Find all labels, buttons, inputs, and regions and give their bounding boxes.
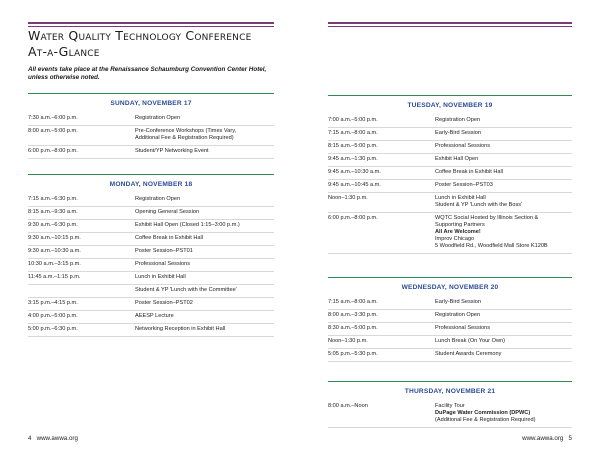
event-line: Registration Open	[135, 196, 181, 202]
row-event	[435, 323, 572, 335]
event-detail: Improv Chicago	[435, 236, 475, 242]
row-event	[135, 298, 274, 310]
schedule-rows	[28, 113, 274, 159]
event-highlight: DuPage Water Commission (DPWC)	[435, 410, 531, 416]
schedule-row	[28, 194, 274, 207]
schedule-row	[328, 167, 572, 180]
schedule-rows	[328, 401, 572, 428]
row-time: 7:00 a.m.–5:00 p.m.	[328, 117, 378, 123]
schedule-row	[328, 297, 572, 310]
page-title	[28, 28, 278, 60]
section-heading	[328, 381, 572, 397]
event-line: Exhibit Hall Open (Closed 1:15–3:00 p.m.)	[135, 222, 240, 228]
event-line: Lunch in Exhibit Hall	[435, 195, 486, 201]
schedule-row	[28, 259, 274, 272]
event-detail: (Additional Fee & Registration Required)	[435, 417, 536, 423]
schedule-row	[28, 220, 274, 233]
schedule-row	[28, 272, 274, 285]
event-line: Poster Session–PST02	[135, 300, 193, 306]
row-time: 9:30 a.m.–10:15 p.m.	[28, 235, 81, 241]
event-line: Professional Sessions	[435, 325, 491, 331]
row-event	[435, 115, 572, 127]
event-line: Registration Open	[435, 117, 481, 123]
row-time: 9:30 a.m.–10:30 a.m.	[28, 248, 81, 254]
title-line-1: Water Quality Technology Conference	[28, 28, 252, 43]
event-line: Registration Open	[135, 115, 181, 121]
row-event	[135, 233, 274, 245]
schedule-rows	[328, 297, 572, 362]
section-tuesday	[328, 95, 572, 254]
row-event	[135, 246, 274, 258]
event-line: Professional Sessions	[435, 143, 491, 149]
row-time: 9:45 a.m.–10:45 a.m.	[328, 182, 381, 188]
section-sunday	[28, 93, 274, 159]
schedule-row	[328, 128, 572, 141]
event-line: Early-Bird Session	[435, 130, 482, 136]
row-event	[135, 324, 274, 336]
schedule-row	[28, 298, 274, 311]
schedule-row	[328, 154, 572, 167]
row-event	[435, 154, 572, 166]
event-line: Student Awards Ceremony	[435, 351, 502, 357]
section-heading	[28, 174, 274, 190]
schedule-rows	[328, 115, 572, 254]
row-event	[135, 220, 274, 232]
event-line: Lunch Break (On Your Own)	[435, 338, 505, 344]
row-time: 5:00 p.m.–6:30 p.m.	[28, 326, 78, 332]
row-event	[135, 194, 274, 206]
schedule-row	[328, 193, 572, 213]
heading-text: TUESDAY, NOVEMBER 19	[407, 102, 493, 109]
title-line-2: At-a-Glance	[28, 44, 100, 59]
event-line: Coffee Break in Exhibit Hall	[135, 235, 203, 241]
schedule-row	[28, 126, 274, 146]
row-time: 7:15 a.m.–8:00 a.m.	[328, 130, 378, 136]
event-detail: 5 Woodfield Rd., Woodfield Mall Store K120B	[435, 243, 548, 249]
footer-left	[28, 435, 78, 442]
header-rule	[28, 22, 274, 27]
row-event	[135, 285, 274, 297]
section-wednesday	[328, 277, 572, 362]
row-event	[435, 310, 572, 322]
row-event	[135, 272, 274, 284]
event-line: Additional Fee & Registration Required)	[135, 135, 234, 141]
section-monday	[28, 174, 274, 337]
row-time: 10:30 a.m.–3:15 p.m.	[28, 261, 81, 267]
row-time: 7:15 a.m.–8:00 a.m.	[328, 299, 378, 305]
schedule-row	[328, 213, 572, 254]
event-line: Early-Bird Session	[435, 299, 482, 305]
row-event	[435, 128, 572, 140]
footer-url: www.awwa.org	[36, 435, 78, 442]
page-number: 5	[568, 435, 572, 442]
row-time: 8:30 a.m.–5:00 p.m.	[328, 325, 378, 331]
header-rule	[328, 22, 572, 27]
schedule-row	[328, 401, 572, 428]
event-line: Student & YP 'Lunch with the Boss'	[435, 202, 523, 208]
section-heading	[328, 277, 572, 293]
heading-text: THURSDAY, NOVEMBER 21	[404, 388, 496, 395]
schedule-row	[328, 323, 572, 336]
section-heading	[28, 93, 274, 109]
row-event	[435, 193, 572, 212]
schedule-row	[28, 246, 274, 259]
event-line: Pre-Conference Workshops (Times Vary,	[135, 128, 237, 134]
row-event	[135, 146, 274, 158]
event-line: AEESP Lecture	[135, 313, 174, 319]
schedule-row	[28, 113, 274, 126]
row-event	[435, 180, 572, 192]
row-time: Noon–1:30 p.m.	[328, 195, 368, 201]
event-line: Lunch in Exhibit Hall	[135, 274, 186, 280]
event-line: Registration Open	[435, 312, 481, 318]
schedule-row	[28, 207, 274, 220]
row-time: 8:15 a.m.–9:30 a.m.	[28, 209, 78, 215]
row-time: 8:00 a.m.–3:30 p.m.	[328, 312, 378, 318]
schedule-row	[328, 310, 572, 323]
schedule-row	[28, 285, 274, 298]
schedule-row	[28, 324, 274, 337]
section-thursday	[328, 381, 572, 428]
event-highlight: All Are Welcome!	[435, 229, 481, 235]
event-line: Facility Tour	[435, 403, 465, 409]
page-number: 4	[28, 435, 32, 442]
row-event	[135, 207, 274, 219]
event-line: Poster Session–PST03	[435, 182, 493, 188]
event-line: Student/YP Networking Event	[135, 148, 209, 154]
footer-url: www.awwa.org	[522, 435, 564, 442]
row-time: 4:00 p.m.–5:00 p.m.	[28, 313, 78, 319]
event-line: WQTC Social Hosted by Illinois Section &	[435, 215, 539, 221]
event-line: Exhibit Hall Open	[435, 156, 479, 162]
footer-right	[522, 435, 572, 442]
row-event	[435, 213, 572, 253]
row-event	[435, 336, 572, 348]
schedule-row	[28, 311, 274, 324]
schedule-row	[328, 115, 572, 128]
row-time: 8:15 a.m.–5:00 p.m.	[328, 143, 378, 149]
event-line: Poster Session–PST01	[135, 248, 193, 254]
row-event	[435, 349, 572, 361]
row-event	[435, 167, 572, 179]
schedule-row	[328, 141, 572, 154]
schedule-row	[28, 233, 274, 246]
heading-text: WEDNESDAY, NOVEMBER 20	[401, 284, 499, 291]
row-time: 6:00 p.m.–8:00 p.m.	[28, 148, 78, 154]
row-time: 7:15 a.m.–6:30 p.m.	[28, 196, 78, 202]
heading-text: SUNDAY, NOVEMBER 17	[110, 100, 192, 107]
event-line: Networking Reception in Exhibit Hall	[135, 326, 226, 332]
row-event	[135, 311, 274, 323]
event-line: Student & YP 'Lunch with the Committee'	[135, 287, 237, 293]
row-event	[135, 126, 274, 145]
row-time: 9:45 a.m.–10:30 a.m.	[328, 169, 381, 175]
row-event	[435, 141, 572, 153]
row-time: 8:00 a.m.–Noon	[328, 403, 368, 409]
row-time: 9:45 a.m.–1:30 p.m.	[328, 156, 378, 162]
row-event	[135, 259, 274, 271]
row-time: Noon–1:30 p.m.	[328, 338, 368, 344]
schedule-row	[328, 336, 572, 349]
event-line: Coffee Break in Exhibit Hall	[435, 169, 503, 175]
heading-text: MONDAY, NOVEMBER 18	[109, 181, 193, 188]
schedule-row	[328, 180, 572, 193]
row-event	[435, 297, 572, 309]
schedule-row	[28, 146, 274, 159]
event-line: Supporting Partners	[435, 222, 485, 228]
subtitle: All events take place at the Renaissance Schaumburg Convention Center Hotel, unless otherwise noted.	[28, 66, 267, 81]
row-time: 9:30 a.m.–6:30 p.m.	[28, 222, 78, 228]
row-time: 6:00 p.m.–8:00 p.m.	[328, 215, 378, 221]
row-event	[435, 401, 572, 427]
row-time: 3:15 p.m.–4:15 p.m.	[28, 300, 78, 306]
schedule-row	[328, 349, 572, 362]
row-time: 7:30 a.m.–6:00 p.m.	[28, 115, 78, 121]
right-page	[300, 0, 600, 463]
section-heading	[328, 95, 572, 111]
row-time: 11:45 a.m.–1:15 p.m.	[28, 274, 81, 280]
event-line: Professional Sessions	[135, 261, 191, 267]
schedule-rows	[28, 194, 274, 337]
row-event	[135, 113, 274, 125]
row-time: 8:00 a.m.–5:00 p.m.	[28, 128, 78, 134]
event-line: Opening General Session	[135, 209, 200, 215]
row-time: 5:05 p.m.–5:30 p.m.	[328, 351, 378, 357]
